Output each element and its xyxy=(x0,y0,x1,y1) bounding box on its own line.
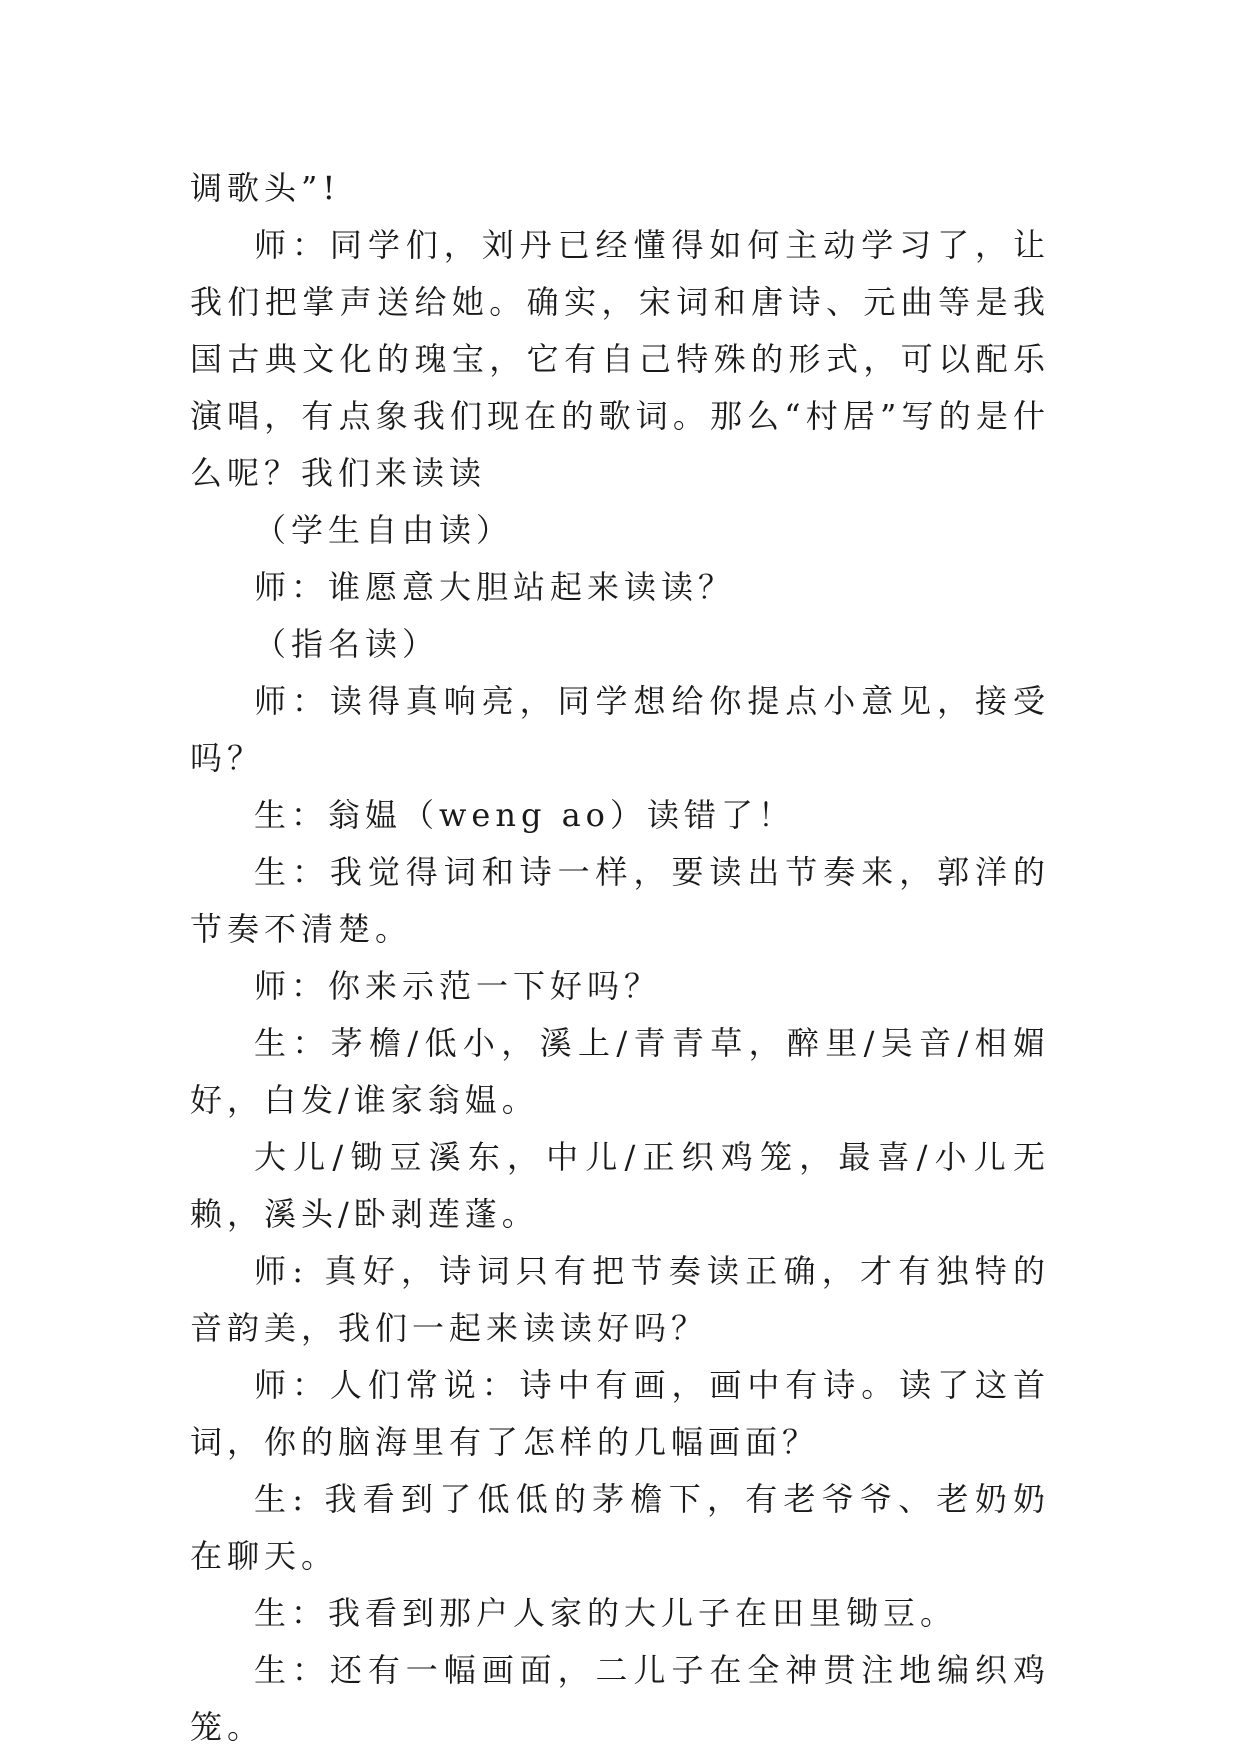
paragraph: 生: 我看到了低低的茅檐下，有老爷爷、老奶奶在聊天。 xyxy=(190,1480,1050,1575)
paragraph: 大儿/锄豆溪东，中儿/正织鸡笼，最喜/小儿无赖，溪头/卧剥莲蓬。 xyxy=(190,1138,1050,1233)
paragraph: 生：还有一幅画面，二儿子在全神贯注地编织鸡笼。 xyxy=(190,1651,1050,1746)
paragraph: （指名读） xyxy=(254,625,440,663)
paragraph: 师：你来示范一下好吗？ xyxy=(254,967,662,1005)
paragraph: （学生自由读） xyxy=(254,511,514,549)
document-body xyxy=(190,160,1050,1756)
paragraph: 生：茅檐/低小，溪上/青青草，醉里/吴音/相媚好，白发/谁家翁媪。 xyxy=(190,1024,1050,1119)
paragraph: 师：同学们，刘丹已经懂得如何主动学习了，让我们把掌声送给她。确实，宋词和唐诗、元曲等是我国古典文化的瑰宝，它有自己特殊的形式，可以配乐演唱，有点象我们现在的歌词。那么“村居”写的是什么呢？我们来读读 xyxy=(190,226,1050,492)
paragraph: 生：我觉得词和诗一样，要读出节奏来，郭洋的节奏不清楚。 xyxy=(190,853,1050,948)
paragraph: 师：谁愿意大胆站起来读读？ xyxy=(254,568,736,606)
paragraph: 生：翁媪（weng ao）读错了！ xyxy=(254,796,795,834)
paragraph: 调歌头”! xyxy=(190,169,341,207)
paragraph: 师：人们常说：诗中有画，画中有诗。读了这首词，你的脑海里有了怎样的几幅画面？ xyxy=(190,1366,1050,1461)
paragraph: 师：读得真响亮，同学想给你提点小意见，接受吗？ xyxy=(190,682,1050,777)
paragraph: 生：我看到那户人家的大儿子在田里锄豆。 xyxy=(254,1594,958,1632)
paragraph: 师: 真好，诗词只有把节奏读正确，才有独特的音韵美，我们一起来读读好吗？ xyxy=(190,1252,1050,1347)
